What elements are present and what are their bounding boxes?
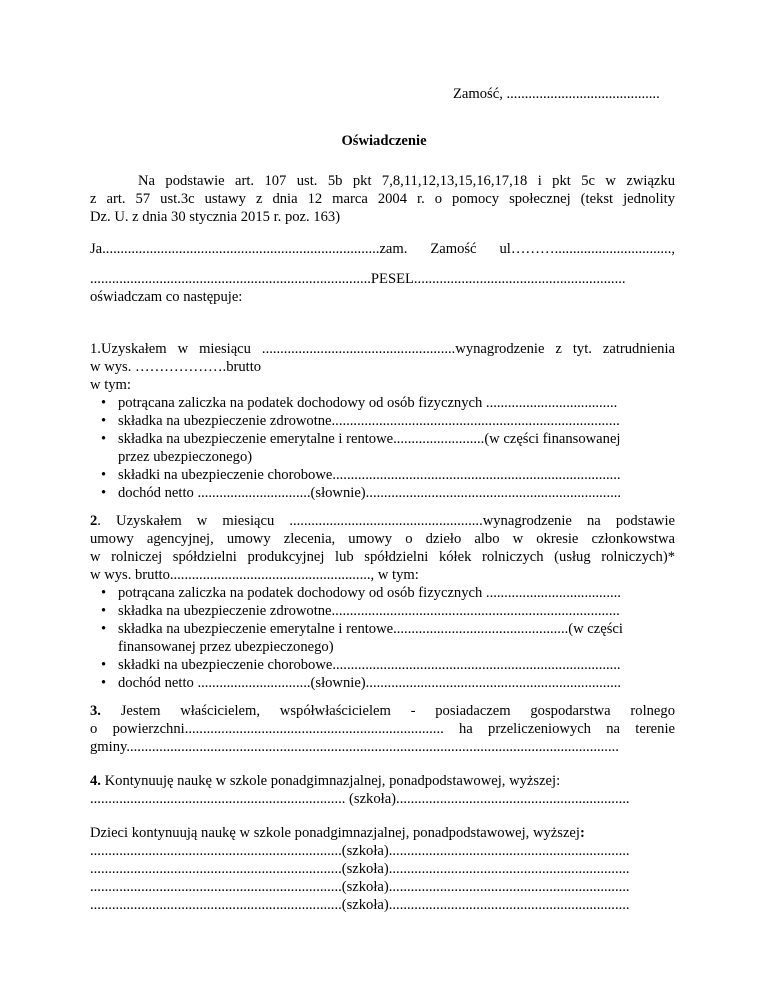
- list-item-text: składki na ubezpieczenie chorobowe...............................................................................: [118, 657, 621, 673]
- section-3-number: 3.: [90, 703, 101, 719]
- intro-paragraph: [90, 172, 675, 226]
- bullet-icon: •: [101, 413, 107, 429]
- list-item: [90, 656, 675, 674]
- intro-line-3: Dz. U. z dnia 30 stycznia 2015 r. poz. 163): [90, 209, 341, 225]
- children-header: [90, 824, 675, 842]
- list-item: [90, 602, 675, 620]
- section-1: [90, 340, 675, 502]
- list-item: [90, 394, 675, 412]
- identity-pesel: .............................................................................PESEL..........................................................: [90, 271, 626, 287]
- section-3-line-1-text: Jestem właścicielem, współwłaścicielem - posiadaczem gospodarstwa rolnego: [100, 703, 675, 719]
- children-row: .....................................................................(szkoła)..................................................................: [90, 843, 630, 859]
- page-title: Oświadczenie: [341, 133, 427, 149]
- section-4-line-1-text: Kontynuuję naukę w szkole ponadgimnazjalnej, ponadpodstawowej, wyższej:: [100, 773, 561, 789]
- section-3-line-1: [90, 702, 675, 720]
- bullet-icon: •: [101, 657, 107, 673]
- identity-name-address: Ja............................................................................zam. Zamość ul………................................,: [90, 241, 675, 257]
- section-2-line-2: umowy agencyjnej, umowy zlecenia, umowy o dzieło albo w okresie członkowstwa: [90, 531, 675, 547]
- list-item: [90, 430, 675, 466]
- list-item-text: dochód netto ...............................(słownie)......................................................................: [118, 675, 622, 691]
- section-1-line-3: w tym:: [90, 377, 131, 393]
- children-row: .....................................................................(szkoła)..................................................................: [90, 879, 630, 895]
- list-item-text: składki na ubezpieczenie chorobowe...............................................................................: [118, 467, 621, 483]
- bullet-icon: •: [101, 675, 107, 691]
- section-3-line-3: gminy.......................................................................................................................................: [90, 739, 619, 755]
- section-4-line-2: ...................................................................... (szkoła)................................................................: [90, 791, 630, 807]
- section-1-list: [90, 394, 675, 502]
- list-item-text: przez ubezpieczonego): [118, 449, 253, 465]
- list-item: [90, 584, 675, 602]
- identity-declaration: oświadczam co następuje:: [90, 289, 243, 305]
- bullet-icon: •: [101, 585, 107, 601]
- bullet-icon: •: [101, 485, 107, 501]
- children-header-colon: :: [579, 825, 585, 841]
- section-3: [90, 702, 675, 756]
- section-3-line-2: o powierzchni....................................................................... ha przeliczeniowych na terenie: [90, 721, 675, 737]
- list-item: [90, 674, 675, 692]
- bullet-icon: •: [101, 467, 107, 483]
- identity-block: [90, 270, 675, 306]
- list-item: [90, 620, 675, 656]
- section-4-number: 4.: [90, 773, 101, 789]
- children-row: .....................................................................(szkoła)..................................................................: [90, 861, 630, 877]
- list-item-text: składka na ubezpieczenie zdrowotne...............................................................................: [118, 603, 620, 619]
- section-2-line-1: [90, 512, 675, 530]
- bullet-icon: •: [101, 431, 107, 447]
- list-item: [90, 484, 675, 502]
- list-item-text: dochód netto ...............................(słownie)......................................................................: [118, 485, 622, 501]
- intro-line-1: Na podstawie art. 107 ust. 5b pkt 7,8,11,12,13,15,16,17,18 i pkt 5c w związku: [138, 173, 675, 189]
- place-date: Zamość, ..........................................: [453, 86, 660, 102]
- intro-line-2: z art. 57 ust.3c ustawy z dnia 12 marca 2004 r. o pomocy społecznej (tekst jednolity: [90, 191, 675, 207]
- section-2-line-4: w wys. brutto......................................................., w tym:: [90, 567, 419, 583]
- bullet-icon: •: [101, 395, 107, 411]
- list-item-text: składka na ubezpieczenie emerytalne i rentowe................................................(w części: [118, 621, 623, 637]
- list-item-text: składka na ubezpieczenie emerytalne i rentowe.........................(w części finansowanej: [118, 431, 621, 447]
- list-item: [90, 466, 675, 484]
- section-2-list: [90, 584, 675, 692]
- bullet-icon: •: [101, 603, 107, 619]
- section-4: [90, 772, 675, 808]
- section-2: [90, 512, 675, 692]
- children-header-text: Dzieci kontynuują naukę w szkole ponadgimnazjalnej, ponadpodstawowej, wyższej: [90, 825, 580, 841]
- list-item: [90, 412, 675, 430]
- section-1-line-1: 1.Uzyskałem w miesiącu .....................................................wynagrodzenie z tyt. zatrudnienia: [90, 341, 675, 357]
- bullet-icon: •: [101, 621, 107, 637]
- section-1-line-2: w wys. ……………….brutto: [90, 359, 262, 375]
- children-row: .....................................................................(szkoła)..................................................................: [90, 897, 630, 913]
- section-2-line-1-text: . Uzyskałem w miesiącu .....................................................wynagrodzenie na podstawie: [97, 513, 675, 529]
- children-section: [90, 824, 675, 914]
- list-item-text: potrącana zaliczka na podatek dochodowy od osób fizycznych ....................................: [118, 395, 618, 411]
- section-4-line-1: [90, 772, 675, 790]
- identity-line-1: [90, 240, 675, 258]
- section-2-line-3: w rolniczej spółdzielni produkcyjnej lub spółdzielni kółek rolniczych (usług rolniczych)*: [90, 549, 675, 565]
- list-item-text: potrącana zaliczka na podatek dochodowy od osób fizycznych .....................................: [118, 585, 621, 601]
- list-item-text: składka na ubezpieczenie zdrowotne...............................................................................: [118, 413, 620, 429]
- list-item-text: finansowanej przez ubezpieczonego): [118, 639, 334, 655]
- section-2-number: 2: [90, 513, 98, 529]
